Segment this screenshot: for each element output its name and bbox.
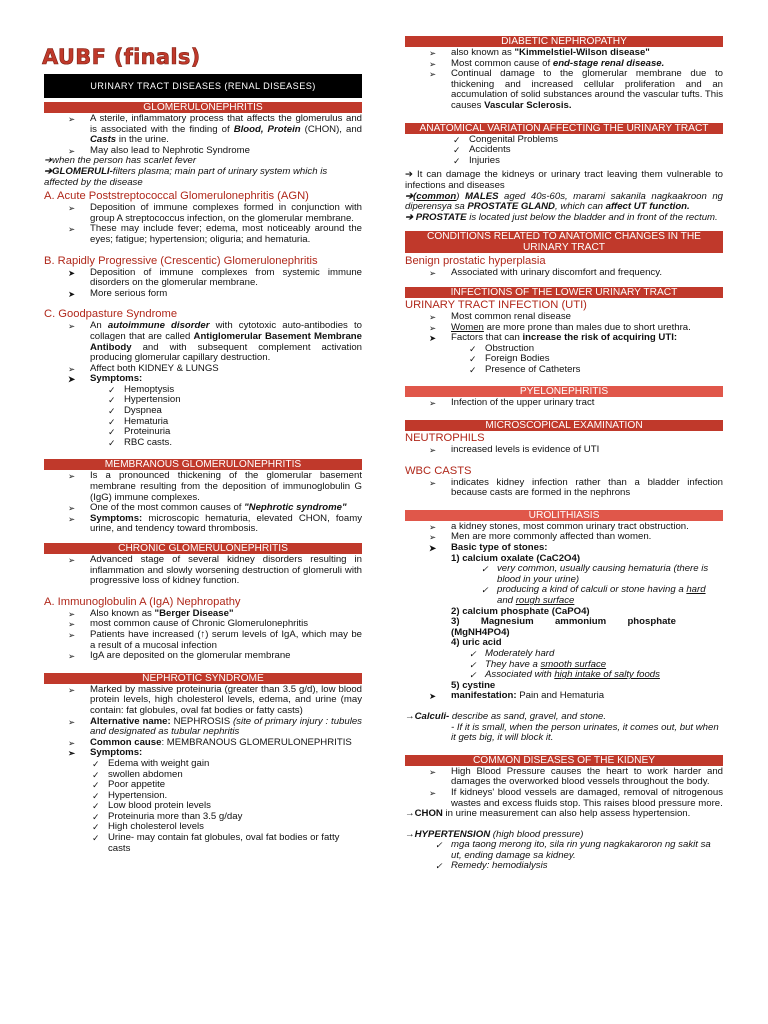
list-item: ➢ One of the most common causes of "Nephrotic syndrome" [44, 503, 362, 514]
note: ➔(common) MALES aged 40s-60s, marami sakanila nagkaakroon ng diperensya sa PROSTATE GLAND, which can affect UT function. [405, 190, 724, 213]
common-list [405, 767, 723, 809]
iga-list [44, 609, 362, 662]
list-item: ✓ Poor appetite [44, 780, 362, 791]
list-item: ➢ Also known as "Berger Disease" [44, 609, 362, 620]
anatomical-list [405, 135, 723, 167]
list-item: ➢ Most common cause of end-stage renal disease. [405, 59, 723, 70]
urolithiasis-heading: UROLITHIASIS [405, 510, 723, 521]
list-item: ✓ Hypertension [44, 395, 362, 406]
stone-4-list [405, 649, 723, 681]
agn-heading: A. Acute Poststreptococcal Glomerulonephritis (AGN) [44, 190, 309, 203]
nephrotic-list [44, 685, 362, 759]
glom-list [44, 114, 362, 156]
note: - If it is small, when the person urinates, it comes out, but when it gets big, it will block it. [451, 721, 719, 744]
list-item: ➢ Infection of the upper urinary tract [405, 398, 723, 409]
list-item: ✓ Hypertension. [44, 791, 362, 802]
stone-type: 1) calcium oxalate (CaC2O4) [451, 552, 581, 564]
list-item: ✓ Hematuria [44, 417, 362, 428]
anatomical-heading: ANATOMICAL VARIATION AFFECTING THE URINARY TRACT [405, 123, 723, 134]
list-item: ✓ mga taong merong ito, sila rin yung nagkakaroron ng sakit sa ut, ending damage sa kidney. [387, 840, 723, 861]
list-item: ✓ producing a kind of calculi or stone having a hard and rough surface [405, 585, 723, 606]
stone-1-list [405, 564, 723, 606]
uti-heading: URINARY TRACT INFECTION (UTI) [405, 298, 587, 311]
list-item: ✓ Injuries [405, 156, 723, 167]
list-item: ✓ very common, usually causing hematuria (there is blood in your urine) [405, 564, 723, 585]
rpgn-list [44, 268, 362, 300]
goodpasture-symptoms [44, 385, 362, 449]
list-item: ✓ Urine- may contain fat globules, oval fat bodies or fatty casts [44, 833, 362, 854]
list-item: ✓ Hemoptysis [44, 385, 362, 396]
list-item: ➢ Women are more prone than males due to short urethra. [405, 323, 723, 334]
microscopical-heading: MICROSCOPICAL EXAMINATION [405, 420, 723, 431]
neutrophils-list [405, 445, 723, 456]
note: ➔GLOMERULI-filters plasma; main part of urinary system which is affected by the disease [44, 165, 328, 188]
list-item: ➢ Associated with urinary discomfort and frequency. [405, 268, 723, 279]
list-item: ➢ also known as "Kimmelstiel-Wilson disease" [405, 48, 723, 59]
uti-factors [405, 344, 723, 376]
list-item: ✓ They have a smooth surface [405, 660, 723, 671]
conditions-heading: CONDITIONS RELATED TO ANATOMIC CHANGES IN THE URINARY TRACT [405, 231, 723, 253]
hypertension-list [387, 840, 723, 872]
list-item: ➢ High Blood Pressure causes the heart to work harder and damages the overworked blood vessels throughout the body. [405, 767, 723, 788]
stone-type: 4) uric acid [451, 637, 502, 649]
list-item: ✓ Associated with high intake of salty foods [405, 670, 723, 681]
list-item: ➤ Deposition of immune complexes from systemic immune disorders on the glomerular membrane. [44, 268, 362, 289]
list-item: ✓ Proteinuria more than 3.5 g/day [44, 812, 362, 823]
note: →HYPERTENSION (high blood pressure) [405, 828, 584, 840]
list-item: ➢ Continual damage to the glomerular membrane due to thickening and increased cellular proliferation and an accumulation of solid substances around the vascular tufts. This causes Vascular Sclerosis. [405, 69, 723, 111]
list-item: ➢ Symptoms: [44, 748, 362, 759]
list-item: ➤ manifestation: Pain and Hematuria [405, 691, 723, 702]
iga-heading: A. Immunoglobulin A (IgA) Nephropathy [44, 595, 241, 608]
note: →Calculi- describe as sand, gravel, and stone. [405, 710, 607, 722]
note: →CHON in urine measurement can also help assess hypertension. [405, 808, 691, 820]
chronic-heading: CHRONIC GLOMERULONEPHRITIS [44, 543, 362, 554]
list-item: ➢ most common cause of Chronic Glomerulonephritis [44, 619, 362, 630]
list-item: ➢ indicates kidney infection rather than a bladder infection because casts are formed in the nephrons [405, 478, 723, 499]
list-item: ➤ Symptoms: [44, 374, 362, 385]
chronic-list [44, 555, 362, 587]
list-item: ➢ Symptoms: microscopic hematuria, elevated CHON, foamy urine, and tendency toward thrombosis. [44, 514, 362, 535]
list-item: ✓ Dyspnea [44, 406, 362, 417]
list-item: ➢ Patients have increased (↑) serum levels of IgA, which may be a result of a mucosal infection [44, 630, 362, 651]
list-item: ➤ More serious form [44, 289, 362, 300]
glomerulonephritis-heading: GLOMERULONEPHRITIS [44, 102, 362, 113]
list-item: ✓ Edema with weight gain [44, 759, 362, 770]
diabetic-heading: DIABETIC NEPHROPATHY [405, 36, 723, 47]
membranous-list [44, 471, 362, 535]
list-item: ➤ Basic type of stones: [405, 543, 723, 554]
pyelonephritis-heading: PYELONEPHRITIS [405, 386, 723, 397]
list-item: ➢ Common cause: MEMBRANOUS GLOMERULONEPHRITIS [44, 738, 362, 749]
list-item: ✓ Proteinuria [44, 427, 362, 438]
list-item: ➢ Men are more commonly affected than women. [405, 532, 723, 543]
right-column [405, 36, 723, 872]
list-item: ➢ Is a pronounced thickening of the glomerular basement membrane resulting from the deposition of immunoglobulin G (IgG) immune complexes. [44, 471, 362, 503]
uro-list [405, 522, 723, 554]
bph-heading: Benign prostatic hyperplasia [405, 255, 546, 268]
list-item: ✓ Accidents [405, 145, 723, 156]
rpgn-heading: B. Rapidly Progressive (Crescentic) Glomerulonephritis [44, 254, 318, 267]
agn-list [44, 203, 362, 245]
stone-type: 2) calcium phosphate (CaPO4) [451, 605, 590, 617]
goodpasture-list [44, 321, 362, 385]
list-item: ➢ increased levels is evidence of UTI [405, 445, 723, 456]
list-item: ➢ Alternative name: NEPHROSIS (site of primary injury : tubules and designated as tubular nephritis [44, 717, 362, 738]
stone-type: 5) cystine [451, 679, 496, 691]
list-item: ➢ Most common renal disease [405, 312, 723, 323]
list-item: ➢ An autoimmune disorder with cytotoxic auto-antibodies to collagen that are called Antiglomerular Basement Membrane Antibody and with subsequent complement activation producing glomerular capillary destruction. [44, 321, 362, 363]
goodpasture-heading: C. Goodpasture Syndrome [44, 308, 178, 321]
list-item: ➢ a kidney stones, most common urinary tract obstruction. [405, 522, 723, 533]
list-item: ✓ Moderately hard [405, 649, 723, 660]
uti-list [405, 312, 723, 344]
common-diseases-heading: COMMON DISEASES OF THE KIDNEY [405, 755, 723, 766]
list-item: ✓ RBC casts. [44, 438, 362, 449]
section-title-bar: URINARY TRACT DISEASES (RENAL DISEASES) [44, 74, 362, 98]
list-item: ✓ High cholesterol levels [44, 822, 362, 833]
nephrotic-symptoms [44, 759, 362, 854]
stone-type: 3) Magnesium ammonium phosphate (MgNH4PO4) [451, 616, 679, 638]
nephrotic-heading: NEPHROTIC SYNDROME [44, 673, 362, 684]
list-item: ✓ Foreign Bodies [405, 354, 723, 365]
note: ➔ PROSTATE is located just below the bladder and in front of the rectum. [405, 211, 718, 223]
list-item: ➢ Deposition of immune complexes formed in conjunction with group A streptococcus infection, on the glomerular membrane. [44, 203, 362, 224]
note: ➔when the person has scarlet fever [44, 155, 197, 167]
diabetic-list [405, 48, 723, 112]
list-item: ➢ IgA are deposited on the glomerular membrane [44, 651, 362, 662]
list-item: ➢ Advanced stage of several kidney disorders resulting in inflammation and slowly worsening destruction of glomeruli with progressive loss of kidney function. [44, 555, 362, 587]
pyelo-list [405, 398, 723, 409]
membranous-heading: MEMBRANOUS GLOMERULONEPHRITIS [44, 459, 362, 470]
wbc-list [405, 478, 723, 499]
page-title: AUBF (finals) [42, 45, 201, 69]
list-item: ✓ Low blood protein levels [44, 801, 362, 812]
list-item: ➢ If kidneys' blood vessels are damaged, removal of nitrogenous wastes and excess fluids stop. This raises blood pressure more. [405, 788, 723, 809]
neutrophils-heading: NEUTROPHILS [405, 432, 485, 445]
list-item: ➢ Marked by massive proteinuria (greater than 3.5 g/d), low blood protein levels, high cholesterol levels, edema, and urine (may contain: fat globules, oval fat bodies or fatty casts) [44, 685, 362, 717]
list-item: ➢ A sterile, inflammatory process that affects the glomerulus and is associated with the finding of Blood, Protein (CHON), and Casts in the urine. [44, 114, 362, 146]
list-item: ✓ Presence of Catheters [405, 365, 723, 376]
note: ➔ It can damage the kidneys or urinary tract leaving them vulnerable to infections and diseases [405, 169, 723, 191]
list-item: ➢ Affect both KIDNEY & LUNGS [44, 364, 362, 375]
list-item: ✓ Obstruction [405, 344, 723, 355]
wbc-casts-heading: WBC CASTS [405, 464, 472, 477]
list-item: ✓ Congenital Problems [405, 135, 723, 146]
list-item: ➤ Factors that can increase the risk of acquiring UTI: [405, 333, 723, 344]
list-item: ✓ Remedy: hemodialysis [387, 861, 723, 872]
uro-manifestation [405, 691, 723, 702]
list-item: ➢ May also lead to Nephrotic Syndrome [44, 146, 362, 157]
list-item: ➢ These may include fever; edema, most noticeably around the eyes; fatigue; hypertension; oliguria; and hematuria. [44, 224, 362, 245]
bph-list [405, 268, 723, 279]
left-column [44, 44, 362, 854]
infections-heading: INFECTIONS OF THE LOWER URINARY TRACT [405, 287, 723, 298]
list-item: ✓ swollen abdomen [44, 770, 362, 781]
